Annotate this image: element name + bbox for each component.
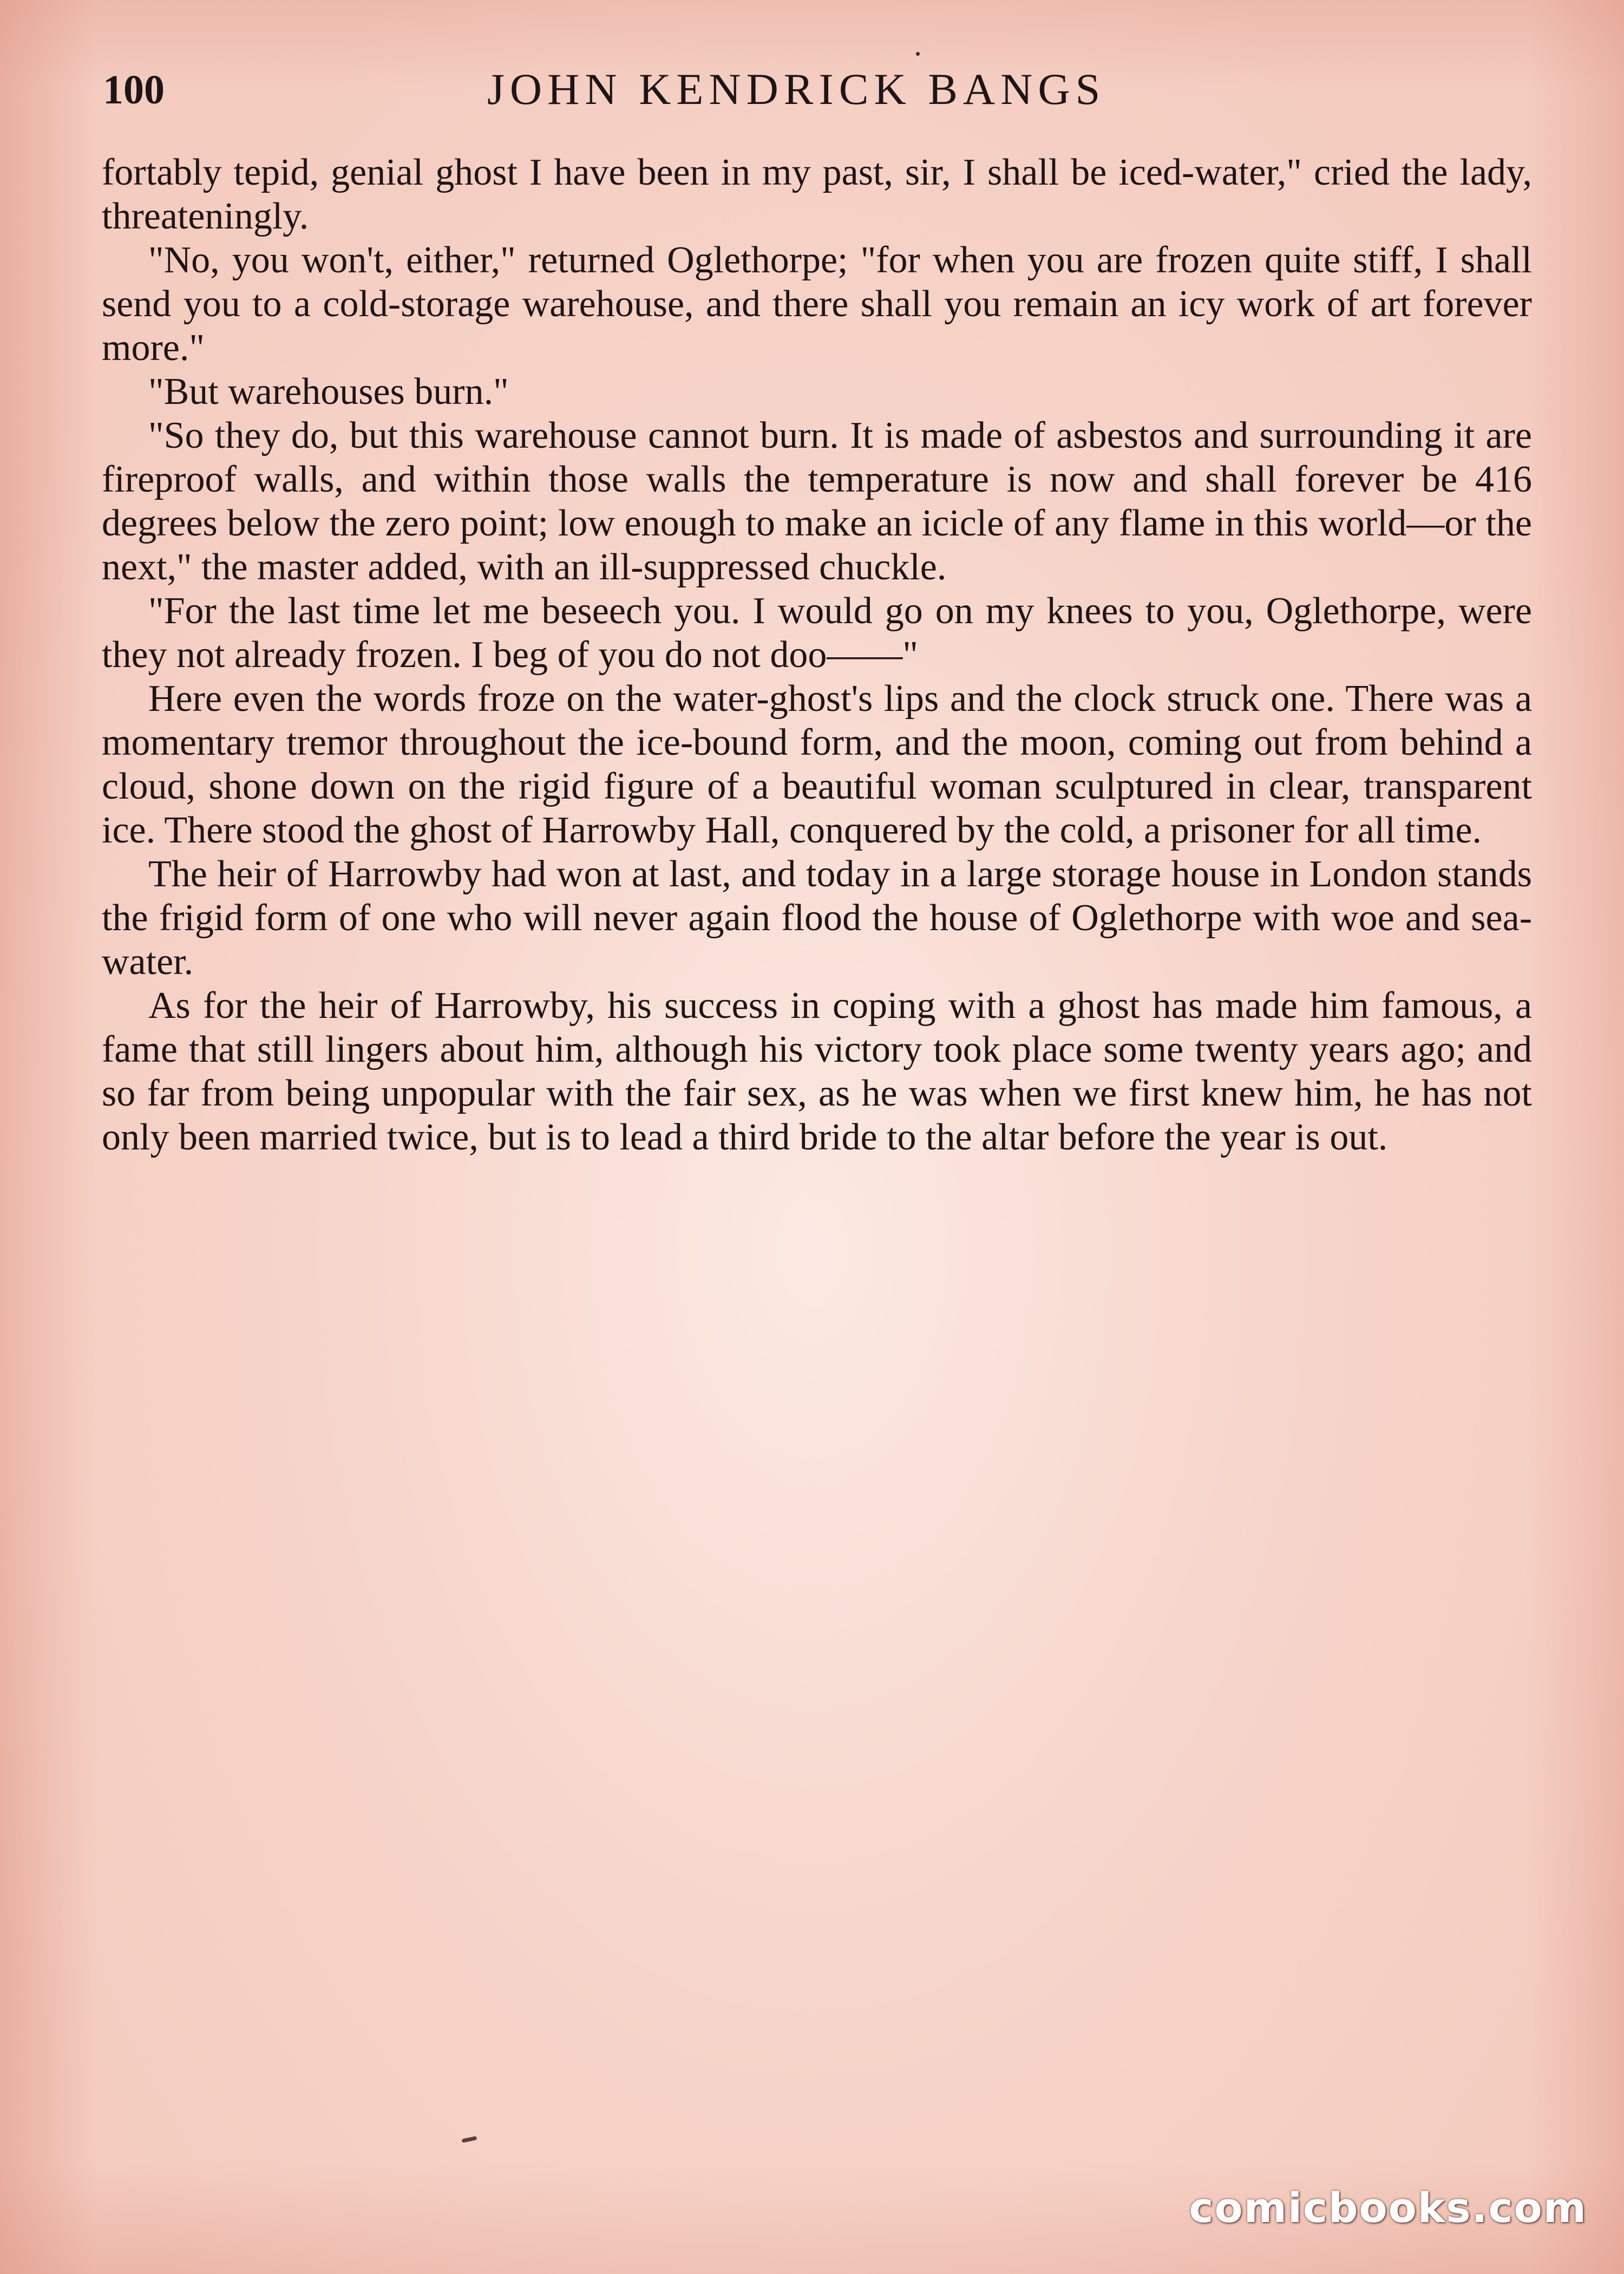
- paragraph-1: fortably tepid, genial ghost I have been in my past, sir, I shall be iced-water," cried the lady, threateningly.: [102, 152, 1532, 237]
- paragraph-7: The heir of Harrowby had won at last, and today in a large storage house in London stands the frigid form of one who will never again flood the house of Oglethorpe with woe and sea-water.: [102, 853, 1532, 983]
- paragraph-5: "For the last time let me beseech you. I would go on my knees to you, Oglethorpe, were they not already frozen. I beg of you do not doo——": [102, 590, 1532, 676]
- running-head: JOHN KENDRICK BANGS: [487, 64, 1106, 114]
- paragraph-8: As for the heir of Harrowby, his success in coping with a ghost has made him famous, a fame that still lingers about him, although his victory took place some twenty years ago; and so far from being unpopular with the fair sex, as he was when we first knew him, he has not only been married twice, but is to lead a third bride to the altar before the year is out.: [102, 985, 1532, 1158]
- body-text: [102, 151, 1532, 1159]
- watermark: comicbooks.com: [1189, 2184, 1587, 2232]
- paragraph-6: Here even the words froze on the water-ghost's lips and the clock struck one. There was a momentary tremor throughout the ice-bound form, and the moon, coming out from behind a cloud, shone down on the rigid figure of a beautiful woman sculptured in clear, transparent ice. There stood the ghost of Harrowby Hall, conquered by the cold, a prisoner for all time.: [102, 678, 1532, 851]
- ink-speck: [462, 2136, 477, 2143]
- page-number: 100: [103, 67, 165, 113]
- paragraph-4: "So they do, but this warehouse cannot burn. It is made of asbestos and surrounding it are fireproof walls, and within those walls the temperature is now and shall forever be 416 degrees below the zero point; low enough to make an icicle of any flame in this world—or the next," the master added, with an ill-suppressed chuckle.: [102, 415, 1532, 588]
- paragraph-3: "But warehouses burn.": [148, 371, 509, 413]
- paragraph-2: "No, you won't, either," returned Oglethorpe; "for when you are frozen quite stiff, I shall send you to a cold-storage warehouse, and there shall you remain an icy work of art forever more.": [102, 239, 1532, 369]
- ink-speck: [916, 52, 920, 56]
